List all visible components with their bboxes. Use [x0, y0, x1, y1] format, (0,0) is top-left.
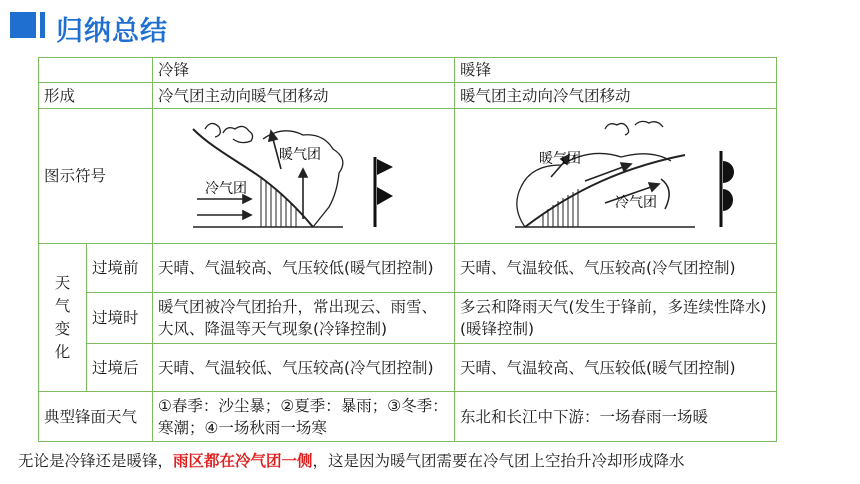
weather-change-label — [39, 244, 87, 392]
header-warm-front: 暖锋 — [455, 58, 777, 83]
warm-diagram-cold-label: 冷气团 — [615, 195, 657, 211]
table-header-row — [39, 58, 777, 83]
cold-air-swirl-arrow-icon — [661, 179, 669, 209]
typical-weather-row — [39, 392, 777, 442]
note-text-before: 无论是冷锋还是暖锋， — [18, 452, 174, 470]
front-surface-line — [193, 129, 313, 227]
front-summary-table — [38, 57, 777, 442]
cold-front-triangle-icon — [377, 187, 393, 205]
weather-change-char: 变 — [54, 319, 71, 338]
formation-label: 形成 — [39, 83, 153, 109]
formation-warm: 暖气团主动向冷气团移动 — [455, 83, 777, 109]
during-cold: 暖气团被冷气团抬升，常出现云、雨雪、大风、降温等天气现象(冷锋控制) — [153, 293, 455, 344]
stage-before: 过境前 — [87, 244, 153, 293]
after-warm: 天晴、气温较高、气压较低(暖气团控制) — [455, 344, 777, 392]
symbol-row — [39, 109, 777, 244]
rain-hatch — [543, 189, 578, 227]
typical-label: 典型锋面天气 — [39, 392, 153, 442]
page-title: 归纳总结 — [56, 16, 168, 47]
note-highlight: 雨区都在冷气团一侧 — [173, 452, 313, 470]
warm-front-diagram-cell — [455, 109, 777, 244]
formation-row — [39, 83, 777, 109]
cold-front-triangle-icon — [377, 159, 393, 175]
cold-front-diagram — [153, 109, 454, 237]
header-empty-cell — [39, 58, 153, 83]
weather-change-char: 天 — [54, 273, 71, 292]
before-warm: 天晴、气温较低、气压较高(冷气团控制) — [455, 244, 777, 293]
symbol-label: 图示符号 — [39, 109, 153, 244]
weather-change-char: 化 — [54, 342, 71, 361]
title-marker-block — [10, 12, 36, 38]
cloud-icon — [223, 126, 253, 142]
summary-note — [18, 449, 685, 471]
cold-front-diagram-cell — [153, 109, 455, 244]
warm-front-diagram — [455, 109, 776, 237]
cold-diagram-warm-label: 暖气团 — [279, 147, 321, 163]
cloud-icon — [205, 123, 220, 137]
weather-after-row — [39, 344, 777, 392]
cloud-icon — [635, 121, 663, 127]
before-cold: 天晴、气温较高、气压较低(暖气团控制) — [153, 244, 455, 293]
cold-diagram-cold-label: 冷气团 — [205, 181, 247, 197]
cold-air-arrows-icon — [197, 195, 251, 219]
typical-warm: 东北和长江中下游：一场春雨一场暖 — [455, 392, 777, 442]
formation-cold: 冷气团主动向暖气团移动 — [153, 83, 455, 109]
note-text-after: ，这是因为暖气团需要在冷气团上空抬升冷却形成降水 — [312, 452, 685, 470]
during-warm: 多云和降雨天气(发生于锋前，多连续性降水)(暖锋控制) — [455, 293, 777, 344]
header-cold-front: 冷锋 — [153, 58, 455, 83]
weather-during-row — [39, 293, 777, 344]
title-bar — [0, 0, 860, 56]
typical-cold: ①春季：沙尘暴；②夏季：暴雨；③冬季：寒潮；④一场秋雨一场寒 — [153, 392, 455, 442]
cloud-icon — [605, 123, 629, 135]
weather-change-char: 气 — [54, 296, 71, 315]
weather-before-row — [39, 244, 777, 293]
warm-front-semicircle-icon — [723, 161, 734, 183]
stage-during: 过境时 — [87, 293, 153, 344]
title-marker-stripe — [40, 12, 45, 38]
warm-front-semicircle-icon — [723, 189, 733, 211]
stage-after: 过境后 — [87, 344, 153, 392]
after-cold: 天晴、气温较低、气压较高(冷气团控制) — [153, 344, 455, 392]
warm-air-rise-arrows-icon — [269, 131, 307, 219]
warm-diagram-warm-label: 暖气团 — [539, 151, 581, 167]
